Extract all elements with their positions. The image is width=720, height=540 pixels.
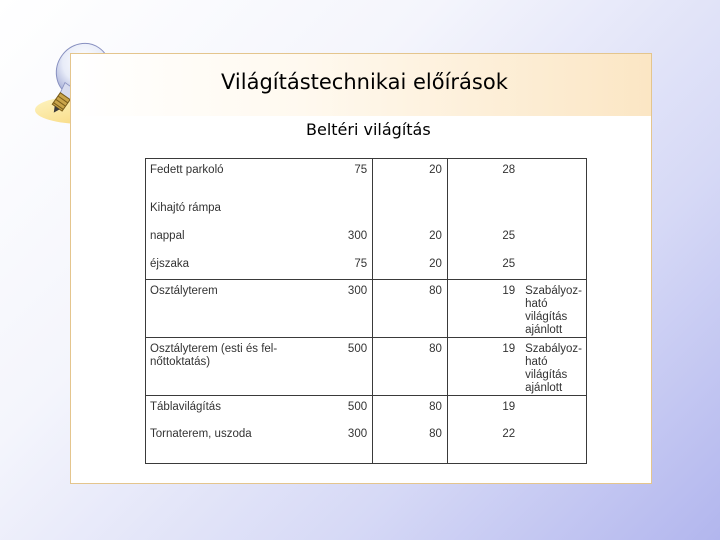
table-cell: Fedett parkoló xyxy=(150,164,224,176)
table-cell: 19 xyxy=(447,337,521,395)
slide-title: Világítástechnikai előírások xyxy=(221,70,508,94)
table-cell xyxy=(521,395,586,423)
table-cell: 300 xyxy=(300,279,373,337)
table-row xyxy=(146,423,586,463)
table-cell: 80 xyxy=(373,395,448,423)
table-cell: 300 xyxy=(300,423,373,463)
table-cell: Osztályterem xyxy=(146,279,300,337)
table-cell: Kihajtó rámpa xyxy=(150,202,221,214)
table-cell: Osztályterem (esti és fel-nőttoktatás) xyxy=(146,337,300,395)
table-cell: 19 xyxy=(502,400,516,413)
table-row xyxy=(146,337,586,395)
table-cell: 28 xyxy=(502,164,516,176)
table-cell: 80 xyxy=(373,279,448,337)
table-cell xyxy=(373,197,448,225)
table-cell xyxy=(447,197,521,225)
table-cell xyxy=(521,197,586,225)
slide-frame xyxy=(70,53,652,484)
table-cell xyxy=(300,197,373,225)
table-row xyxy=(146,395,586,423)
table-cell: 500 xyxy=(300,337,373,395)
table-row xyxy=(146,197,586,225)
table-cell xyxy=(521,159,586,197)
table-cell: 500 xyxy=(300,395,373,423)
table-cell: 75 xyxy=(300,253,373,279)
table-cell: nappal xyxy=(150,230,185,242)
table-cell xyxy=(521,225,586,253)
table-cell: 20 xyxy=(373,159,448,197)
table-cell: 300 xyxy=(300,225,373,253)
table-cell: 75 xyxy=(300,159,373,197)
table-row xyxy=(146,225,586,253)
table-cell: 25 xyxy=(447,253,521,279)
table-cell: 22 xyxy=(502,428,516,440)
table-cell: 80 xyxy=(373,423,448,463)
table-cell: Szabályoz-ható világítás ajánlott xyxy=(521,279,586,337)
table-cell xyxy=(521,423,586,463)
table-cell: Szabályoz-ható világítás ajánlott xyxy=(521,337,586,395)
table-cell: 19 xyxy=(447,279,521,337)
table-cell: 20 xyxy=(373,225,448,253)
slide-subtitle: Beltéri világítás xyxy=(306,120,431,139)
table-cell: 20 xyxy=(373,253,448,279)
table-row xyxy=(146,253,586,279)
table-cell: 80 xyxy=(373,337,448,395)
table-cell: Táblavilágítás xyxy=(150,400,221,413)
table-row xyxy=(146,159,586,197)
table-cell: éjszaka xyxy=(146,253,300,279)
table-cell: 25 xyxy=(502,230,516,242)
table-row xyxy=(146,279,586,337)
table-cell: Tornaterem, uszoda xyxy=(150,428,252,440)
table-cell xyxy=(521,253,586,279)
lighting-table xyxy=(145,158,587,464)
